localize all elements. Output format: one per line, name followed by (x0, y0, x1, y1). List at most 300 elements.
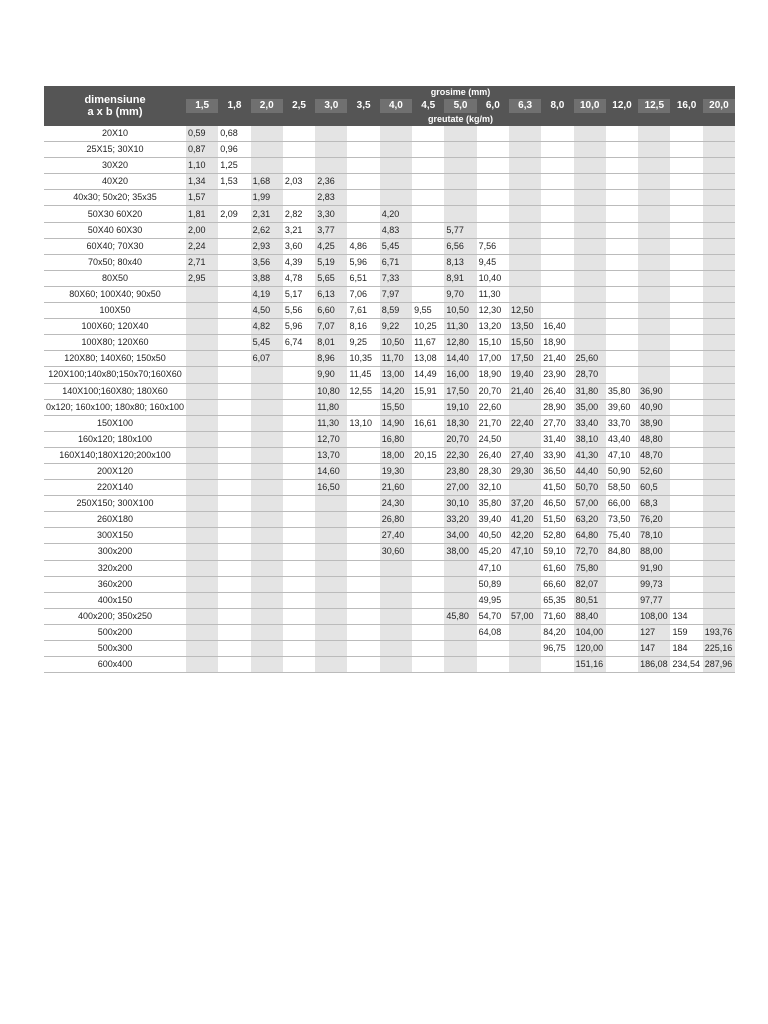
weight-cell (251, 592, 283, 608)
table-row (44, 463, 735, 479)
weight-cell (444, 142, 476, 158)
dimension-cell: 500x200 (44, 624, 186, 640)
weight-cell (218, 303, 250, 319)
weight-cell (444, 174, 476, 190)
weight-cell (638, 286, 670, 302)
weight-cell: 4,50 (251, 303, 283, 319)
weight-cell: 80,51 (574, 592, 606, 608)
weight-cell: 0,59 (186, 126, 218, 142)
weight-cell: 104,00 (574, 624, 606, 640)
weight-cell (541, 126, 573, 142)
weight-cell (606, 319, 638, 335)
weight-cell (606, 174, 638, 190)
weight-cell: 7,06 (347, 286, 379, 302)
weight-cell (186, 528, 218, 544)
weight-cell (186, 319, 218, 335)
weight-cell (315, 126, 347, 142)
weight-cell (283, 447, 315, 463)
weight-cell: 78,10 (638, 528, 670, 544)
weight-cell: 35,80 (477, 496, 509, 512)
weight-cell: 39,60 (606, 399, 638, 415)
weight-cell: 19,30 (380, 463, 412, 479)
dimension-cell: 100X80; 120X60 (44, 335, 186, 351)
weight-cell: 45,20 (477, 544, 509, 560)
weight-cell (703, 431, 735, 447)
weight-cell (412, 206, 444, 222)
weight-cell (186, 335, 218, 351)
weight-cell (541, 158, 573, 174)
weight-cell (670, 351, 702, 367)
weight-cell: 10,50 (380, 335, 412, 351)
weight-cell (670, 576, 702, 592)
weight-cell (186, 480, 218, 496)
dimension-cell: 500x300 (44, 641, 186, 657)
weight-cell: 21,40 (541, 351, 573, 367)
weight-cell (606, 367, 638, 383)
weight-cell (283, 463, 315, 479)
weight-cell: 2,09 (218, 206, 250, 222)
weight-cell: 76,20 (638, 512, 670, 528)
weight-cell (283, 158, 315, 174)
weight-cell (703, 238, 735, 254)
thickness-column-header: 12,0 (606, 99, 638, 113)
weight-cell: 15,10 (477, 335, 509, 351)
weight-cell: 31,40 (541, 431, 573, 447)
table-row (44, 431, 735, 447)
weight-cell (412, 399, 444, 415)
weight-cell (606, 592, 638, 608)
weight-cell (670, 270, 702, 286)
weight-cell (703, 254, 735, 270)
weight-cell (315, 496, 347, 512)
weight-cell (283, 431, 315, 447)
weight-cell: 9,22 (380, 319, 412, 335)
weight-cell (347, 447, 379, 463)
weight-cell (218, 319, 250, 335)
weight-cell (380, 158, 412, 174)
weight-cell: 38,90 (638, 415, 670, 431)
weight-cell: 2,71 (186, 254, 218, 270)
table-row (44, 158, 735, 174)
weight-cell: 11,30 (315, 415, 347, 431)
weight-cell: 32,10 (477, 480, 509, 496)
weight-cell: 11,30 (477, 286, 509, 302)
weight-cell (477, 641, 509, 657)
weight-cell: 52,80 (541, 528, 573, 544)
weight-cell: 84,20 (541, 624, 573, 640)
weight-cell (186, 624, 218, 640)
dimension-cell: 30X20 (44, 158, 186, 174)
weight-cell: 7,97 (380, 286, 412, 302)
weight-cell (638, 254, 670, 270)
weight-cell: 36,90 (638, 383, 670, 399)
weight-cell (509, 431, 541, 447)
weight-cell (347, 496, 379, 512)
weight-cell: 19,10 (444, 399, 476, 415)
weight-cell (574, 206, 606, 222)
weight-cell (703, 351, 735, 367)
weight-cell: 8,96 (315, 351, 347, 367)
weight-cell (251, 463, 283, 479)
weight-cell (541, 303, 573, 319)
weight-cell (670, 480, 702, 496)
weight-cell: 16,50 (315, 480, 347, 496)
weight-cell: 19,40 (509, 367, 541, 383)
weight-cell: 4,86 (347, 238, 379, 254)
weight-cell: 5,77 (444, 222, 476, 238)
weight-cell (347, 463, 379, 479)
weight-cell (218, 415, 250, 431)
weight-cell: 14,90 (380, 415, 412, 431)
weight-cell: 1,99 (251, 190, 283, 206)
weight-cell (670, 592, 702, 608)
weight-cell (251, 415, 283, 431)
weight-cell: 20,15 (412, 447, 444, 463)
weight-cell (638, 126, 670, 142)
table-row (44, 544, 735, 560)
weight-cell (574, 174, 606, 190)
weight-cell: 5,96 (283, 319, 315, 335)
weight-cell: 33,20 (444, 512, 476, 528)
weight-cell (670, 158, 702, 174)
dimension-cell: 70x50; 80x40 (44, 254, 186, 270)
table-row (44, 174, 735, 190)
weight-cell: 3,88 (251, 270, 283, 286)
weight-cell (380, 592, 412, 608)
dimension-cell: 120X100;140x80;150x70;160X60 (44, 367, 186, 383)
weight-cell (283, 560, 315, 576)
dimension-cell: 150X100 (44, 415, 186, 431)
weight-cell: 27,40 (380, 528, 412, 544)
weight-cell: 21,40 (509, 383, 541, 399)
weight-cell: 42,20 (509, 528, 541, 544)
weight-cell (315, 657, 347, 673)
weight-cell: 11,67 (412, 335, 444, 351)
weight-cell: 20,70 (444, 431, 476, 447)
weight-cell (283, 608, 315, 624)
weight-cell (218, 190, 250, 206)
weight-cell (638, 158, 670, 174)
weight-cell (412, 142, 444, 158)
weight-cell (251, 544, 283, 560)
weight-cell (574, 158, 606, 174)
weight-cell (218, 480, 250, 496)
weight-cell: 9,90 (315, 367, 347, 383)
weight-cell (477, 174, 509, 190)
weight-cell: 38,00 (444, 544, 476, 560)
weight-cell: 4,82 (251, 319, 283, 335)
weight-cell (347, 222, 379, 238)
weight-cell (412, 657, 444, 673)
weight-cell (703, 560, 735, 576)
table-row (44, 657, 735, 673)
weight-cell: 49,95 (477, 592, 509, 608)
weight-cell (477, 126, 509, 142)
dimension-cell: 50X40 60X30 (44, 222, 186, 238)
weight-cell: 84,80 (606, 544, 638, 560)
weight-cell: 5,45 (251, 335, 283, 351)
weight-cell: 28,70 (574, 367, 606, 383)
weight-cell (412, 174, 444, 190)
weight-cell: 3,21 (283, 222, 315, 238)
weight-cell: 50,89 (477, 576, 509, 592)
weight-cell (380, 624, 412, 640)
weight-cell (186, 608, 218, 624)
dimension-cell: 600x400 (44, 657, 186, 673)
weight-cell (574, 303, 606, 319)
dimension-cell: 200X120 (44, 463, 186, 479)
dimension-cell: 100X60; 120X40 (44, 319, 186, 335)
weight-cell (509, 286, 541, 302)
weight-cell (186, 383, 218, 399)
weight-cell: 31,80 (574, 383, 606, 399)
weight-cell (606, 641, 638, 657)
weight-cell: 11,30 (444, 319, 476, 335)
weight-cell: 60,5 (638, 480, 670, 496)
dimension-cell: 80X60; 100X40; 90x50 (44, 286, 186, 302)
weight-cell (283, 480, 315, 496)
weight-cell (283, 367, 315, 383)
weight-cell (315, 528, 347, 544)
steel-profile-table-container (44, 86, 735, 673)
weight-cell (703, 383, 735, 399)
weight-cell: 7,56 (477, 238, 509, 254)
weight-cell (477, 206, 509, 222)
weight-cell (380, 142, 412, 158)
weight-cell (412, 431, 444, 447)
weight-cell (251, 480, 283, 496)
weight-cell (444, 190, 476, 206)
thickness-column-header: 2,0 (251, 99, 283, 113)
weight-header-label: greutate (kg/m) (186, 113, 735, 126)
weight-cell (186, 592, 218, 608)
weight-cell (283, 657, 315, 673)
weight-cell: 6,74 (283, 335, 315, 351)
weight-cell: 50,70 (574, 480, 606, 496)
weight-cell (347, 142, 379, 158)
weight-cell (703, 158, 735, 174)
weight-cell (218, 351, 250, 367)
dimension-cell: 0x120; 160x100; 180x80; 160x100 (44, 399, 186, 415)
weight-cell: 8,01 (315, 335, 347, 351)
weight-cell (574, 335, 606, 351)
weight-cell (638, 142, 670, 158)
weight-cell: 75,80 (574, 560, 606, 576)
weight-cell (509, 254, 541, 270)
weight-cell: 35,00 (574, 399, 606, 415)
weight-cell (638, 222, 670, 238)
weight-cell (509, 592, 541, 608)
weight-cell (509, 174, 541, 190)
weight-cell (412, 463, 444, 479)
weight-cell: 2,00 (186, 222, 218, 238)
weight-cell (283, 399, 315, 415)
thickness-column-header: 1,8 (218, 99, 250, 113)
weight-cell (703, 126, 735, 142)
weight-cell (347, 206, 379, 222)
weight-cell (251, 608, 283, 624)
weight-cell: 184 (670, 641, 702, 657)
weight-cell (670, 560, 702, 576)
weight-cell: 8,13 (444, 254, 476, 270)
weight-cell: 72,70 (574, 544, 606, 560)
weight-cell (283, 544, 315, 560)
weight-cell: 17,50 (509, 351, 541, 367)
thickness-column-header: 8,0 (541, 99, 573, 113)
weight-cell: 21,60 (380, 480, 412, 496)
weight-cell (670, 254, 702, 270)
weight-cell (541, 174, 573, 190)
weight-cell: 66,60 (541, 576, 573, 592)
weight-cell (412, 512, 444, 528)
thickness-column-header: 2,5 (283, 99, 315, 113)
weight-cell: 26,80 (380, 512, 412, 528)
table-row (44, 415, 735, 431)
weight-cell (670, 206, 702, 222)
weight-cell: 14,49 (412, 367, 444, 383)
dimension-cell: 40X20 (44, 174, 186, 190)
weight-cell (186, 657, 218, 673)
weight-cell: 44,40 (574, 463, 606, 479)
table-row (44, 624, 735, 640)
weight-cell: 96,75 (541, 641, 573, 657)
weight-cell (251, 496, 283, 512)
weight-cell: 54,70 (477, 608, 509, 624)
dimension-cell: 300x200 (44, 544, 186, 560)
weight-cell (670, 126, 702, 142)
weight-cell (574, 319, 606, 335)
weight-cell (574, 254, 606, 270)
weight-cell (509, 222, 541, 238)
table-row (44, 447, 735, 463)
weight-cell (703, 142, 735, 158)
weight-cell: 4,25 (315, 238, 347, 254)
weight-cell: 2,36 (315, 174, 347, 190)
dimension-cell: 25X15; 30X10 (44, 142, 186, 158)
thickness-column-header: 12,5 (638, 99, 670, 113)
weight-cell (703, 190, 735, 206)
weight-cell: 16,40 (541, 319, 573, 335)
weight-cell (670, 367, 702, 383)
weight-cell (218, 383, 250, 399)
weight-cell (186, 641, 218, 657)
weight-cell: 15,50 (509, 335, 541, 351)
table-row (44, 190, 735, 206)
weight-cell (574, 126, 606, 142)
weight-cell (670, 528, 702, 544)
weight-cell: 58,50 (606, 480, 638, 496)
weight-cell (509, 142, 541, 158)
table-row (44, 142, 735, 158)
weight-cell: 68,3 (638, 496, 670, 512)
weight-cell (670, 335, 702, 351)
weight-cell (283, 641, 315, 657)
steel-profile-weight-table (44, 86, 735, 673)
thickness-column-header: 20,0 (703, 99, 735, 113)
table-row (44, 286, 735, 302)
table-row (44, 254, 735, 270)
weight-cell (218, 528, 250, 544)
weight-cell (703, 270, 735, 286)
weight-cell (186, 303, 218, 319)
weight-cell: 2,31 (251, 206, 283, 222)
weight-cell (251, 367, 283, 383)
weight-cell (251, 431, 283, 447)
weight-cell: 45,80 (444, 608, 476, 624)
weight-cell: 75,40 (606, 528, 638, 544)
weight-cell (380, 641, 412, 657)
weight-cell: 61,60 (541, 560, 573, 576)
weight-cell: 2,83 (315, 190, 347, 206)
weight-cell (477, 190, 509, 206)
weight-cell: 30,10 (444, 496, 476, 512)
weight-cell (574, 238, 606, 254)
weight-cell: 6,13 (315, 286, 347, 302)
weight-cell (670, 190, 702, 206)
weight-cell: 5,19 (315, 254, 347, 270)
weight-cell (574, 286, 606, 302)
dimension-cell: 40x30; 50x20; 35x35 (44, 190, 186, 206)
weight-cell: 8,59 (380, 303, 412, 319)
thickness-header-label: grosime (mm) (186, 86, 735, 99)
weight-cell (638, 206, 670, 222)
weight-cell (347, 624, 379, 640)
weight-cell: 26,40 (541, 383, 573, 399)
weight-cell: 41,50 (541, 480, 573, 496)
weight-cell (638, 190, 670, 206)
weight-cell (218, 608, 250, 624)
weight-cell (186, 367, 218, 383)
weight-cell (412, 270, 444, 286)
dimension-cell: 100X50 (44, 303, 186, 319)
table-row (44, 303, 735, 319)
dimension-cell: 250X150; 300X100 (44, 496, 186, 512)
dimension-cell: 400x200; 350x250 (44, 608, 186, 624)
table-row (44, 222, 735, 238)
weight-cell (315, 608, 347, 624)
table-body (44, 126, 735, 673)
weight-cell: 16,80 (380, 431, 412, 447)
weight-cell: 66,00 (606, 496, 638, 512)
weight-cell (574, 222, 606, 238)
weight-cell (186, 431, 218, 447)
weight-cell: 13,70 (315, 447, 347, 463)
weight-cell (670, 238, 702, 254)
weight-cell: 3,60 (283, 238, 315, 254)
weight-cell (541, 254, 573, 270)
weight-cell (444, 576, 476, 592)
weight-cell: 17,50 (444, 383, 476, 399)
table-row (44, 592, 735, 608)
weight-cell: 52,60 (638, 463, 670, 479)
weight-cell (412, 286, 444, 302)
weight-cell: 0,68 (218, 126, 250, 142)
weight-cell (218, 657, 250, 673)
weight-cell (347, 174, 379, 190)
weight-cell: 65,35 (541, 592, 573, 608)
weight-cell: 16,61 (412, 415, 444, 431)
weight-cell: 13,08 (412, 351, 444, 367)
weight-cell (444, 126, 476, 142)
weight-cell (412, 480, 444, 496)
table-row (44, 126, 735, 142)
weight-cell: 3,56 (251, 254, 283, 270)
weight-cell (218, 367, 250, 383)
weight-cell (638, 174, 670, 190)
weight-cell (444, 158, 476, 174)
weight-cell (186, 512, 218, 528)
weight-cell (541, 206, 573, 222)
